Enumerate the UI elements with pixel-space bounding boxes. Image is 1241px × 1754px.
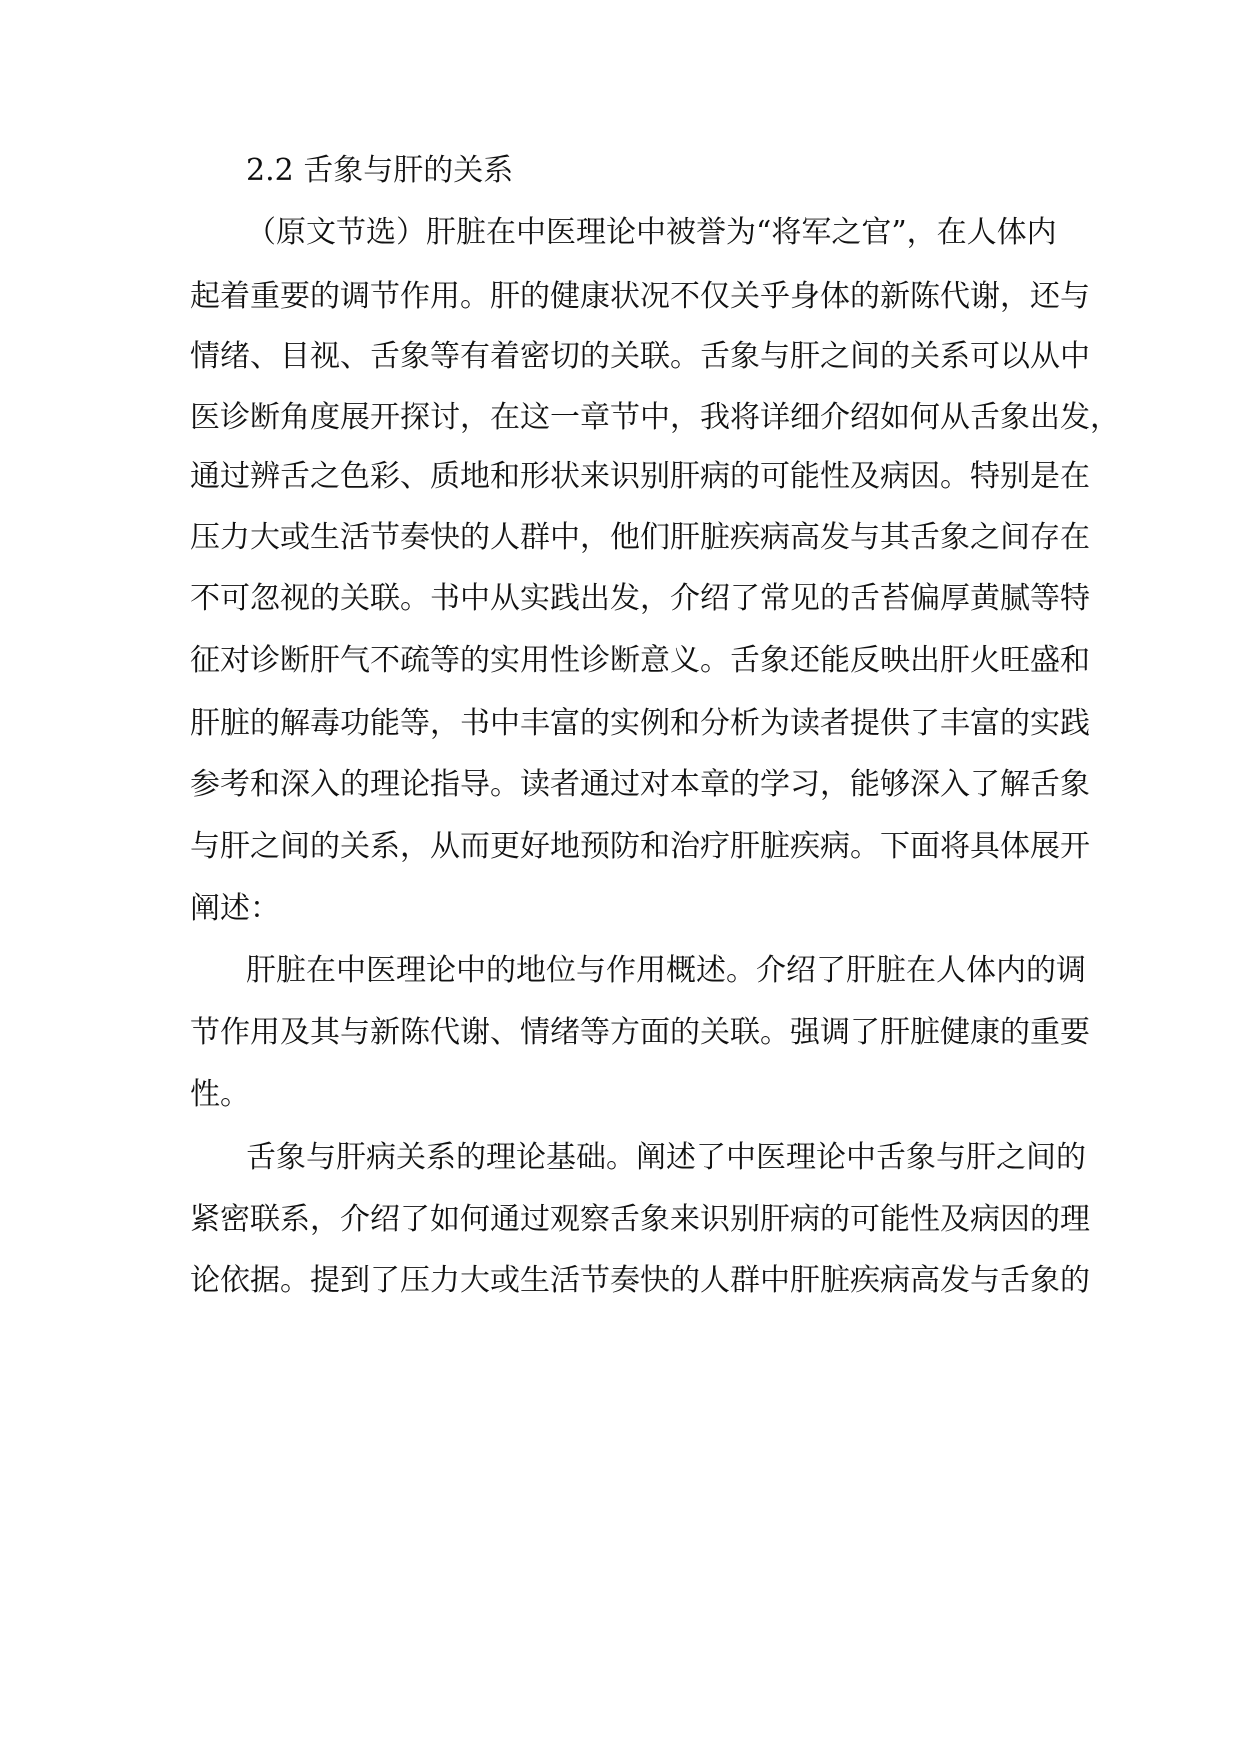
paragraph-line: 通过辨舌之色彩、质地和形状来识别肝病的可能性及病因。特别是在 [190,459,1090,494]
paragraph-line: 论依据。提到了压力大或生活节奏快的人群中肝脏疾病高发与舌象的 [190,1263,1090,1298]
paragraph-line: 肝脏在中医理论中的地位与作用概述。介绍了肝脏在人体内的调 [246,953,1086,988]
paragraph-line: 性。 [190,1077,250,1112]
paragraph-line: 压力大或生活节奏快的人群中，他们肝脏疾病高发与其舌象之间存在 [190,520,1090,555]
section-heading: 2.2 舌象与肝的关系 [246,153,514,188]
paragraph-line: 情绪、目视、舌象等有着密切的关联。舌象与肝之间的关系可以从中 [190,339,1090,374]
paragraph-line: 不可忽视的关联。书中从实践出发，介绍了常见的舌苔偏厚黄腻等特 [190,581,1090,616]
paragraph-line: 起着重要的调节作用。肝的健康状况不仅关乎身体的新陈代谢，还与 [190,279,1090,314]
paragraph-line: 紧密联系，介绍了如何通过观察舌象来识别肝病的可能性及病因的理 [190,1202,1090,1237]
paragraph-line: 肝脏的解毒功能等，书中丰富的实例和分析为读者提供了丰富的实践 [190,706,1090,741]
paragraph-line: 阐述： [190,891,280,926]
paragraph-line: 医诊断角度展开探讨，在这一章节中，我将详细介绍如何从舌象出发， [190,400,1120,435]
paragraph-line: 舌象与肝病关系的理论基础。阐述了中医理论中舌象与肝之间的 [246,1140,1086,1175]
paragraph-line: 节作用及其与新陈代谢、情绪等方面的关联。强调了肝脏健康的重要 [190,1015,1090,1050]
paragraph-line: （原文节选）肝脏在中医理论中被誉为“将军之官”，在人体内 [246,215,1057,250]
paragraph-line: 征对诊断肝气不疏等的实用性诊断意义。舌象还能反映出肝火旺盛和 [190,643,1090,678]
paragraph-line: 与肝之间的关系，从而更好地预防和治疗肝脏疾病。下面将具体展开 [190,829,1090,864]
paragraph-line: 参考和深入的理论指导。读者通过对本章的学习，能够深入了解舌象 [190,767,1090,802]
